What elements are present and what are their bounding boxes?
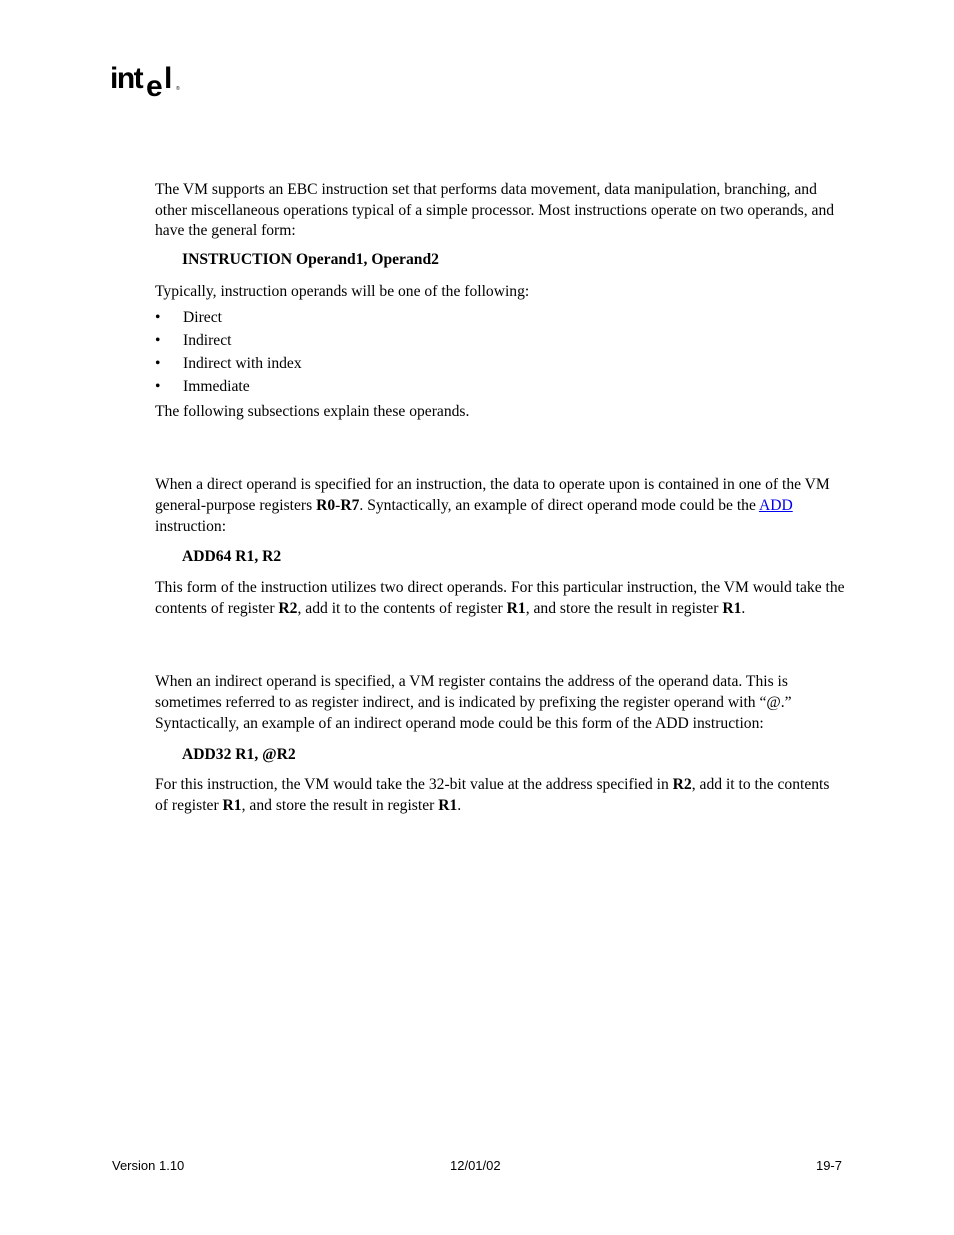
bullet-icon: • bbox=[155, 377, 161, 395]
indirect-operand-example: ADD32 R1, @R2 bbox=[182, 745, 296, 763]
general-form-example: INSTRUCTION Operand1, Operand2 bbox=[182, 251, 439, 269]
footer-page-number: 19-7 bbox=[815, 1158, 842, 1173]
bullet-icon: • bbox=[155, 331, 161, 349]
indirect-operand-explanation: For this instruction, the VM would take the 32-bit value at the address specified in R2, add it to the contents of register R1, and store the result in register R1. bbox=[155, 776, 830, 814]
bullet-icon: • bbox=[155, 308, 161, 326]
list-item-label: Indirect with index bbox=[183, 354, 302, 372]
svg-text:int: int bbox=[110, 62, 143, 95]
svg-text:e: e bbox=[146, 70, 162, 102]
page-footer bbox=[112, 1158, 842, 1176]
list-item bbox=[155, 375, 845, 398]
list-item-label: Indirect bbox=[183, 331, 232, 349]
list-item bbox=[155, 352, 845, 375]
bullet-icon: • bbox=[155, 354, 161, 372]
direct-operand-explanation: This form of the instruction utilizes two direct operands. For this particular instruction, the VM would take the contents of register R2, add it to the contents of register R1, and store the result in register R1. bbox=[155, 579, 845, 617]
direct-operand-example: ADD64 R1, R2 bbox=[182, 548, 282, 566]
footer-date: 12/01/02 bbox=[450, 1158, 501, 1173]
intel-logo bbox=[110, 60, 182, 102]
intro-paragraph: The VM supports an EBC instruction set that performs data movement, data manipulation, branching, and other miscellaneous operations typical of a simple processor. Most instructions operate on two operands, and have the general form: bbox=[155, 181, 835, 240]
direct-operand-paragraph: When a direct operand is specified for an instruction, the data to operate upon is contained in one of the VM general-purpose registers R0-R7. Syntactically, an example of direct operand mode could be the ADD instruction: bbox=[155, 476, 830, 535]
list-item bbox=[155, 329, 845, 352]
svg-text:l: l bbox=[164, 62, 173, 95]
intel-logo-mark bbox=[110, 60, 182, 102]
indirect-operand-paragraph: When an indirect operand is specified, a VM register contains the address of the operand data. This is sometimes referred to as register indirect, and is indicated by prefixing the register operand with “@.” Syntactically, an example of an indirect operand mode could be this form of the ADD instruction: bbox=[155, 673, 792, 732]
operand-types-list bbox=[155, 306, 845, 398]
list-item-label: Immediate bbox=[183, 377, 250, 395]
page-content bbox=[155, 180, 845, 817]
list-item-label: Direct bbox=[183, 308, 222, 326]
subsections-note: The following subsections explain these operands. bbox=[155, 402, 470, 420]
add-instruction-link[interactable]: ADD bbox=[758, 496, 793, 514]
list-item bbox=[155, 306, 845, 329]
operand-list-lead: Typically, instruction operands will be one of the following: bbox=[155, 282, 530, 300]
svg-text:®: ® bbox=[176, 86, 180, 92]
footer-version: Version 1.10 bbox=[112, 1158, 185, 1173]
